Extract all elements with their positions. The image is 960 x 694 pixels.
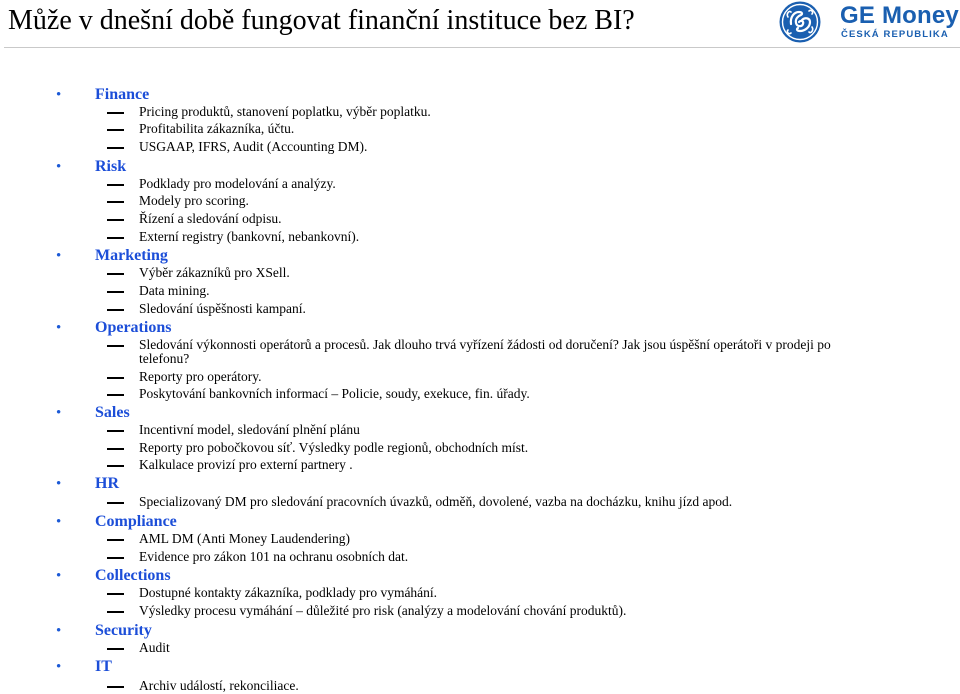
sub-item: Reporty pro operátory.	[139, 369, 262, 384]
dash-marker	[107, 345, 124, 347]
bullet-icon: •	[56, 476, 62, 492]
dash-marker	[107, 686, 124, 688]
bullet-icon: •	[56, 159, 62, 175]
sub-item: USGAAP, IFRS, Audit (Accounting DM).	[139, 139, 368, 154]
sub-item: Reporty pro pobočkovou síť. Výsledky podle regionů, obchodních míst.	[139, 440, 529, 455]
sub-item: Audit	[139, 640, 170, 655]
dash-marker	[107, 394, 124, 396]
sub-item: Evidence pro zákon 101 na ochranu osobních dat.	[139, 549, 409, 564]
dash-marker	[107, 377, 124, 379]
dash-marker	[107, 129, 124, 131]
dash-marker	[107, 273, 124, 275]
dash-marker	[107, 430, 124, 432]
category-heading: Sales	[95, 404, 130, 421]
dash-marker	[107, 112, 124, 114]
dash-marker	[107, 557, 124, 559]
sub-item: Sledování výkonnosti operátorů a procesů. Jak dlouho trvá vyřízení žádosti od doručení? Jak jsou úspěšní operátoři v prodeji po	[139, 337, 831, 352]
sub-item: Incentivní model, sledování plnění plánu	[139, 422, 360, 437]
dash-marker	[107, 539, 124, 541]
category-heading: Marketing	[95, 247, 168, 264]
dash-marker	[107, 184, 124, 186]
dash-marker	[107, 219, 124, 221]
sub-item: AML DM (Anti Money Laudendering)	[139, 531, 350, 546]
dash-marker	[107, 237, 124, 239]
category-heading: Risk	[95, 158, 127, 175]
bullet-icon: •	[56, 87, 62, 103]
bullet-icon: •	[56, 568, 62, 584]
category-heading: IT	[95, 658, 112, 675]
sub-item: Modely pro scoring.	[139, 193, 249, 208]
category-heading: HR	[95, 475, 119, 492]
category-heading: Security	[95, 622, 152, 639]
sub-item: Řízení a sledování odpisu.	[139, 211, 282, 226]
sub-item: Profitabilita zákazníka, účtu.	[139, 121, 295, 136]
sub-item: Výběr zákazníků pro XSell.	[139, 265, 290, 280]
sub-item: Archiv událostí, rekonciliace.	[139, 678, 299, 693]
sub-item: Sledování úspěšnosti kampaní.	[139, 301, 306, 316]
bullet-icon: •	[56, 514, 62, 530]
sub-item: Specializovaný DM pro sledování pracovních úvazků, odměň, dovolené, vazba na docházku, knihu jízd apod.	[139, 494, 733, 509]
dash-marker	[107, 291, 124, 293]
sub-item: Kalkulace provizí pro externí partnery .	[139, 457, 353, 472]
dash-marker	[107, 147, 124, 149]
brand-subtitle: ČESKÁ REPUBLIKA	[841, 29, 949, 40]
sub-item: Výsledky procesu vymáhání – důležité pro risk (analýzy a modelování chování produktů).	[139, 603, 627, 618]
dash-marker	[107, 502, 124, 504]
sub-item: Data mining.	[139, 283, 210, 298]
category-heading: Finance	[95, 86, 150, 103]
category-heading: Operations	[95, 319, 172, 336]
bullet-icon: •	[56, 623, 62, 639]
sub-item: Dostupné kontakty zákazníka, podklady pro vymáhání.	[139, 585, 438, 600]
dash-marker	[107, 611, 124, 613]
sub-item-continuation: telefonu?	[139, 351, 190, 366]
sub-item: Podklady pro modelování a analýzy.	[139, 176, 336, 191]
dash-marker	[107, 465, 124, 467]
category-heading: Collections	[95, 567, 171, 584]
bullet-icon: •	[56, 405, 62, 421]
sub-item: Externí registry (bankovní, nebankovní).	[139, 229, 360, 244]
dash-marker	[107, 448, 124, 450]
dash-marker	[107, 309, 124, 311]
bullet-icon: •	[56, 659, 62, 675]
dash-marker	[107, 648, 124, 650]
dash-marker	[107, 593, 124, 595]
dash-marker	[107, 201, 124, 203]
sub-item: Poskytování bankovních informací – Policie, soudy, exekuce, fin. úřady.	[139, 386, 530, 401]
brand-name: GE Money	[840, 2, 959, 29]
category-heading: Compliance	[95, 513, 177, 530]
bullet-icon: •	[56, 248, 62, 264]
slide-title: Může v dnešní době fungovat finanční instituce bez BI?	[8, 5, 635, 36]
bullet-icon: •	[56, 320, 62, 336]
sub-item: Pricing produktů, stanovení poplatku, výběr poplatku.	[139, 104, 431, 119]
